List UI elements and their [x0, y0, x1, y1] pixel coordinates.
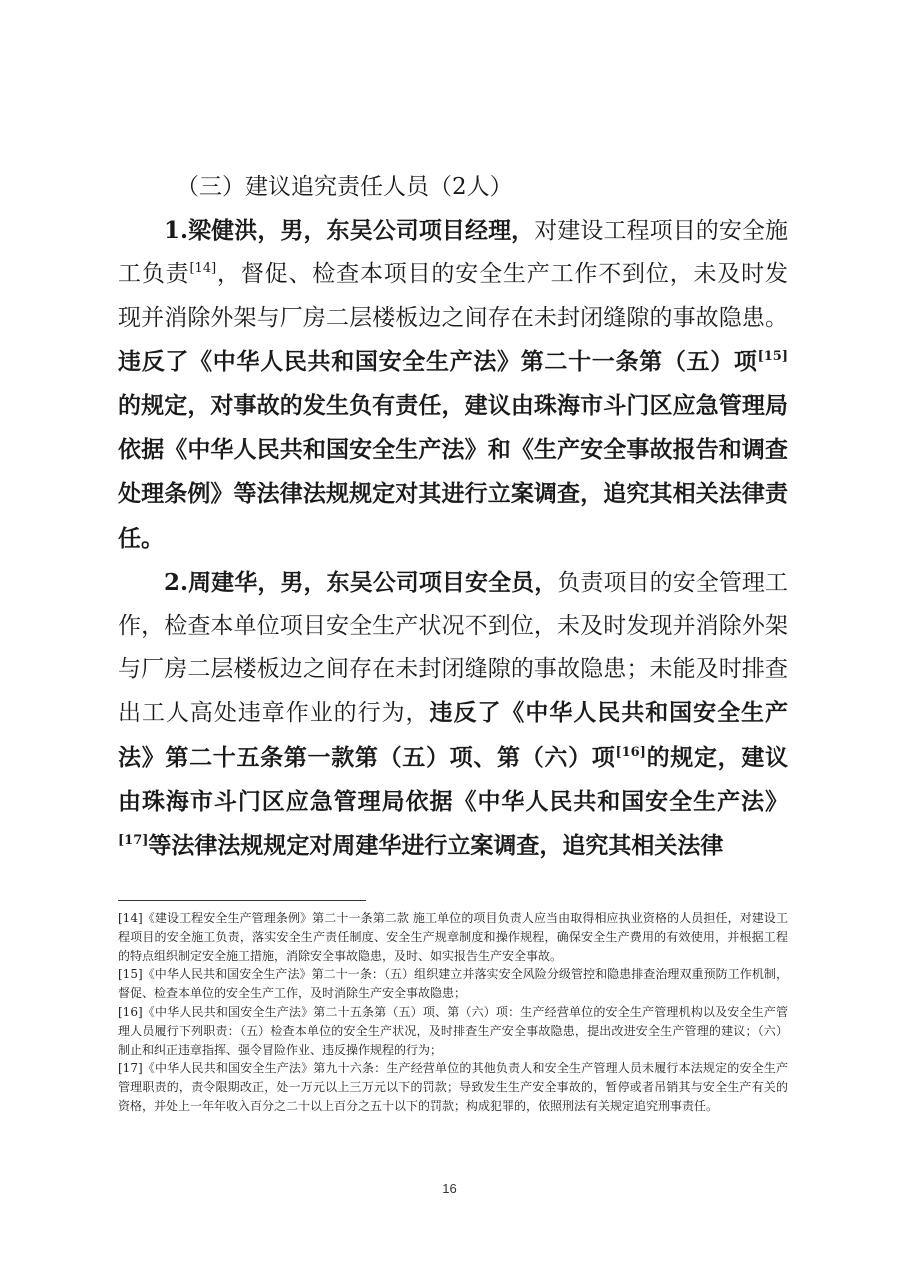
person-2-bold-c: 等法律法规规定对周建华进行立案调查，追究其相关法律: [148, 832, 724, 860]
footnote-ref-15[interactable]: [15]: [757, 348, 788, 364]
section-heading: （三）建议追究责任人员（2人）: [176, 174, 513, 200]
page-number: 16: [442, 1181, 457, 1196]
person-1-bold-a: 违反了《中华人民共和国安全生产法》第二十一条第（五）项: [118, 347, 758, 375]
person-1-lead: 1.梁健洪，男，东吴公司项目经理，: [164, 217, 535, 245]
footnote-ref-17[interactable]: [17]: [118, 833, 149, 849]
footnotes: [118, 909, 788, 1116]
footnote-ref-16[interactable]: [16]: [615, 744, 646, 760]
footnote-ref-14[interactable]: [14]: [189, 261, 217, 277]
person-1-bold-b: 的规定，对事故的发生负有责任，建议由珠海市斗门区应急管理局依据《中华人民共和国安全生产法》和《生产安全事故报告和调查处理条例》等法律法规规定对其进行立案调查，追究其相关法律责任。: [118, 392, 788, 552]
person-2-bold-a: 违反了《中华人民共和国安全生产法》第二十五条第一款第（五）项、第（六）项: [118, 699, 789, 771]
person-2-lead: 2.周建华，男，东吴公司项目安全员，: [164, 568, 558, 596]
footnote-17: [17]《中华人民共和国安全生产法》第九十六条：生产经营单位的其他负责人和安全生产管理人员未履行本法规定的安全生产管理职责的，责令限期改正，处一万元以上三万元以下的罚款；导致发生生产安全事故的，暂停或者吊销其与安全生产有关的资格，并处上一年年收入百分之二十以上百分之五十以下的罚款；构成犯罪的，依照刑法有关规定追究刑事责任。: [118, 1061, 788, 1113]
paragraph-person-2: [118, 561, 788, 868]
footnote-divider: [118, 900, 366, 901]
person-1-text-a: 对建设工程项目的安全施工负责: [118, 218, 788, 288]
body-text: [118, 166, 788, 868]
footnote-15: [15]《中华人民共和国安全生产法》第二十一条：（五）组织建立并落实安全风险分级管控和隐患排查治理双重预防工作机制，督促、检查本单位的安全生产工作，及时消除生产安全事故隐患；: [118, 967, 788, 1001]
footnote-16: [16]《中华人民共和国安全生产法》第二十五条第（五）项、第（六）项：生产经营单位的安全生产管理机构以及安全生产管理人员履行下列职责：（五）检查本单位的安全生产状况，及时排查生产安全事故隐患，提出改进安全生产管理的建议；（六）制止和纠正违章指挥、强令冒险作业、违反操作规程的行为；: [118, 1004, 788, 1057]
paragraph-person-1: [118, 209, 788, 561]
person-1-text-b: ，督促、检查本项目的安全生产工作不到位，未及时发现并消除外架与厂房二层楼板边之间存在未封闭缝隙的事故隐患。: [118, 261, 789, 331]
person-2-text-a: 负责项目的安全管理工作，检查本单位项目安全生产状况不到位，未及时发现并消除外架与厂房二层楼板边之间存在未封闭缝隙的事故隐患；未能及时排查出工人高处违章作业的行为，: [118, 569, 788, 727]
footnote-14: [14]《建设工程安全生产管理条例》第二十一条第二款 施工单位的项目负责人应当由取得相应执业资格的人员担任，对建设工程项目的安全施工负责，落实安全生产责任制度、安全生产规章制度和操作规程，确保安全生产费用的有效使用，并根据工程的特点组织制定安全施工措施，消除安全事故隐患，及时、如实报告生产安全事故。: [118, 911, 788, 963]
person-2-bold-b: 的规定，建议由珠海市斗门区应急管理局依据《中华人民共和国安全生产法》: [118, 743, 789, 815]
